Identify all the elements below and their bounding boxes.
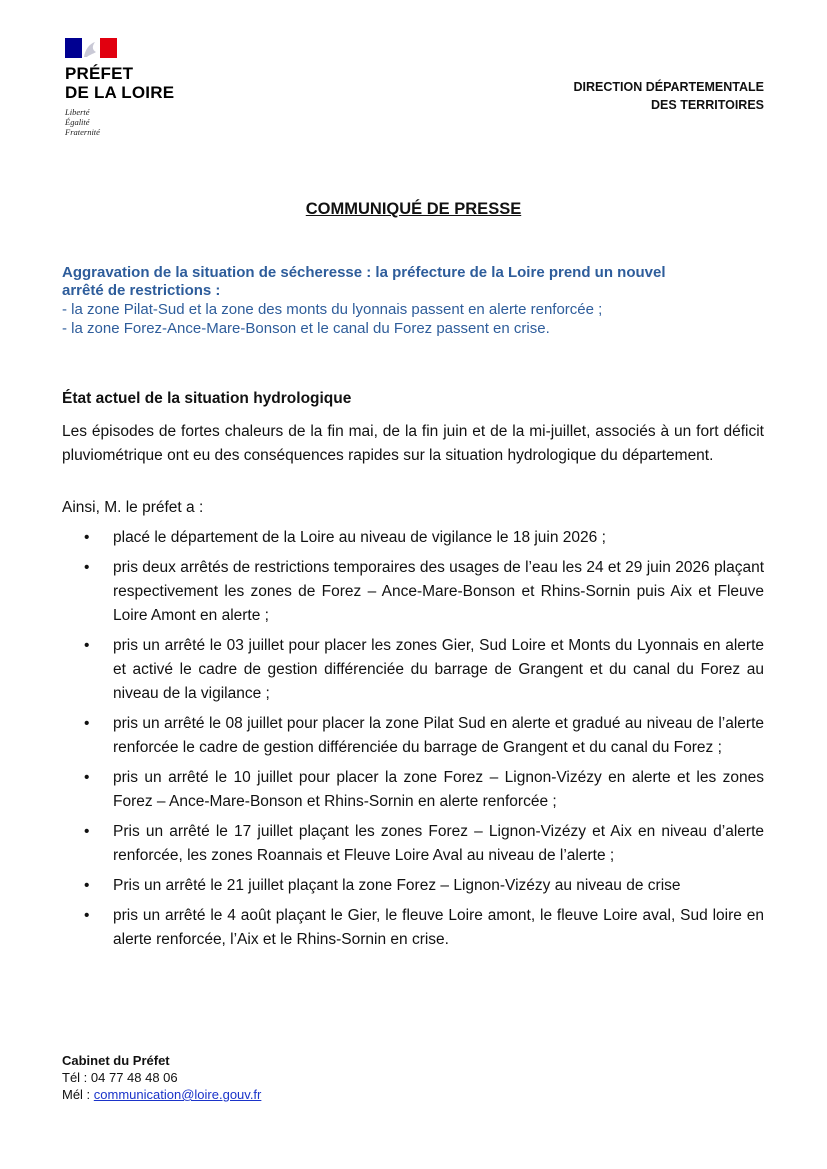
lead-headline-line1: Aggravation de la situation de sécheresse : la préfecture de la Loire prend un nouvel [62,264,666,281]
lead-summary [62,264,764,338]
list-item-text: pris un arrêté le 08 juillet pour placer la zone Pilat Sud en alerte et gradué au niveau de l’alerte renforcée le cadre de gestion différenciée du barrage de Grangent et du canal du Forez ; [113,715,764,756]
lead-point: - la zone Pilat-Sud et la zone des monts du lyonnais passent en alerte renforcée ; [62,301,603,318]
list-item-text: pris un arrêté le 03 juillet pour placer les zones Gier, Sud Loire et Monts du Lyonnais en alerte et activé le cadre de gestion différenciée du barrage de Grangent et du canal du Forez au niveau de la vigilance ; [113,637,764,702]
contact-name: Cabinet du Préfet [62,1053,170,1068]
motto-line: Égalité [65,117,90,127]
lead-headline-line2: arrêté de restrictions : [62,282,221,299]
list-item-text: pris un arrêté le 10 juillet pour placer la zone Forez – Lignon-Vizézy en alerte et les zones Forez – Ance-Mare-Bonson et Rhins-Sornin en alerte renforcée ; [113,769,764,810]
document-title: COMMUNIQUÉ DE PRESSE [305,200,522,218]
issuing-directorate [573,78,764,114]
list-item-text: pris deux arrêtés de restrictions temporaires des usages de l’eau les 24 et 29 juin 2026 plaçant respectivement les zones de Forez – Ance-Mare-Bonson et Rhins-Sornin puis Aix et Fleuve Loire Amont en alerte ; [113,559,764,624]
bullet-icon: • [84,769,90,786]
motto-line: Liberté [65,107,90,117]
prefecture-name-line1: PRÉFET [65,64,134,83]
list-item [62,526,764,550]
bullet-icon: • [84,559,90,576]
list-item-text: Pris un arrêté le 21 juillet plaçant la zone Forez – Lignon-Vizézy au niveau de crise [113,877,681,894]
bullet-icon: • [84,637,90,654]
prefecture-name-line2: DE LA LOIRE [65,83,175,102]
contact-footer [62,1052,261,1103]
republic-motto [65,107,205,137]
list-item [62,634,764,706]
list-item [62,712,764,760]
email-link[interactable]: communication@loire.gouv.fr [93,1087,262,1102]
list-item [62,874,764,898]
list-item-text: Pris un arrêté le 17 juillet plaçant les zones Forez – Lignon-Vizézy et Aix en niveau d’alerte renforcée, les zones Roannais et Fleuve Loire Aval au niveau de l’alerte ; [113,823,764,864]
list-item [62,820,764,868]
list-item [62,766,764,814]
bullet-icon: • [84,823,90,840]
list-item [62,556,764,628]
actions-list [62,526,764,958]
directorate-line2: DES TERRITOIRES [651,98,764,112]
section-intro: Ainsi, M. le préfet a : [62,499,204,516]
section-heading: État actuel de la situation hydrologique [62,390,352,407]
bullet-icon: • [84,907,90,924]
list-item-text: pris un arrêté le 4 août plaçant le Gier, le fleuve Loire amont, le fleuve Loire aval, Sud loire en alerte renforcée, l’Aix et le Rhins-Sornin en crise. [113,907,764,948]
email-label: Mél : [62,1087,94,1102]
list-item-text: placé le département de la Loire au niveau de vigilance le 18 juin 2026 ; [113,529,606,546]
bullet-icon: • [84,529,90,546]
marianne-flag-icon [65,38,117,58]
bullet-icon: • [84,877,90,894]
directorate-line1: DIRECTION DÉPARTEMENTALE [573,80,764,94]
bullet-icon: • [84,715,90,732]
motto-line: Fraternité [65,127,100,137]
lead-point: - la zone Forez-Ance-Mare-Bonson et le canal du Forez passent en crise. [62,320,550,337]
section-paragraph: Les épisodes de fortes chaleurs de la fin mai, de la fin juin et de la mi-juillet, associés à un fort déficit pluviométrique ont eu des conséquences rapides sur la situation hydrologique du département. [62,423,764,464]
list-item [62,904,764,952]
contact-email-row [62,1086,261,1103]
prefecture-logo [65,38,205,137]
contact-phone: Tél : 04 77 48 48 06 [62,1070,178,1085]
prefecture-name [65,64,205,102]
